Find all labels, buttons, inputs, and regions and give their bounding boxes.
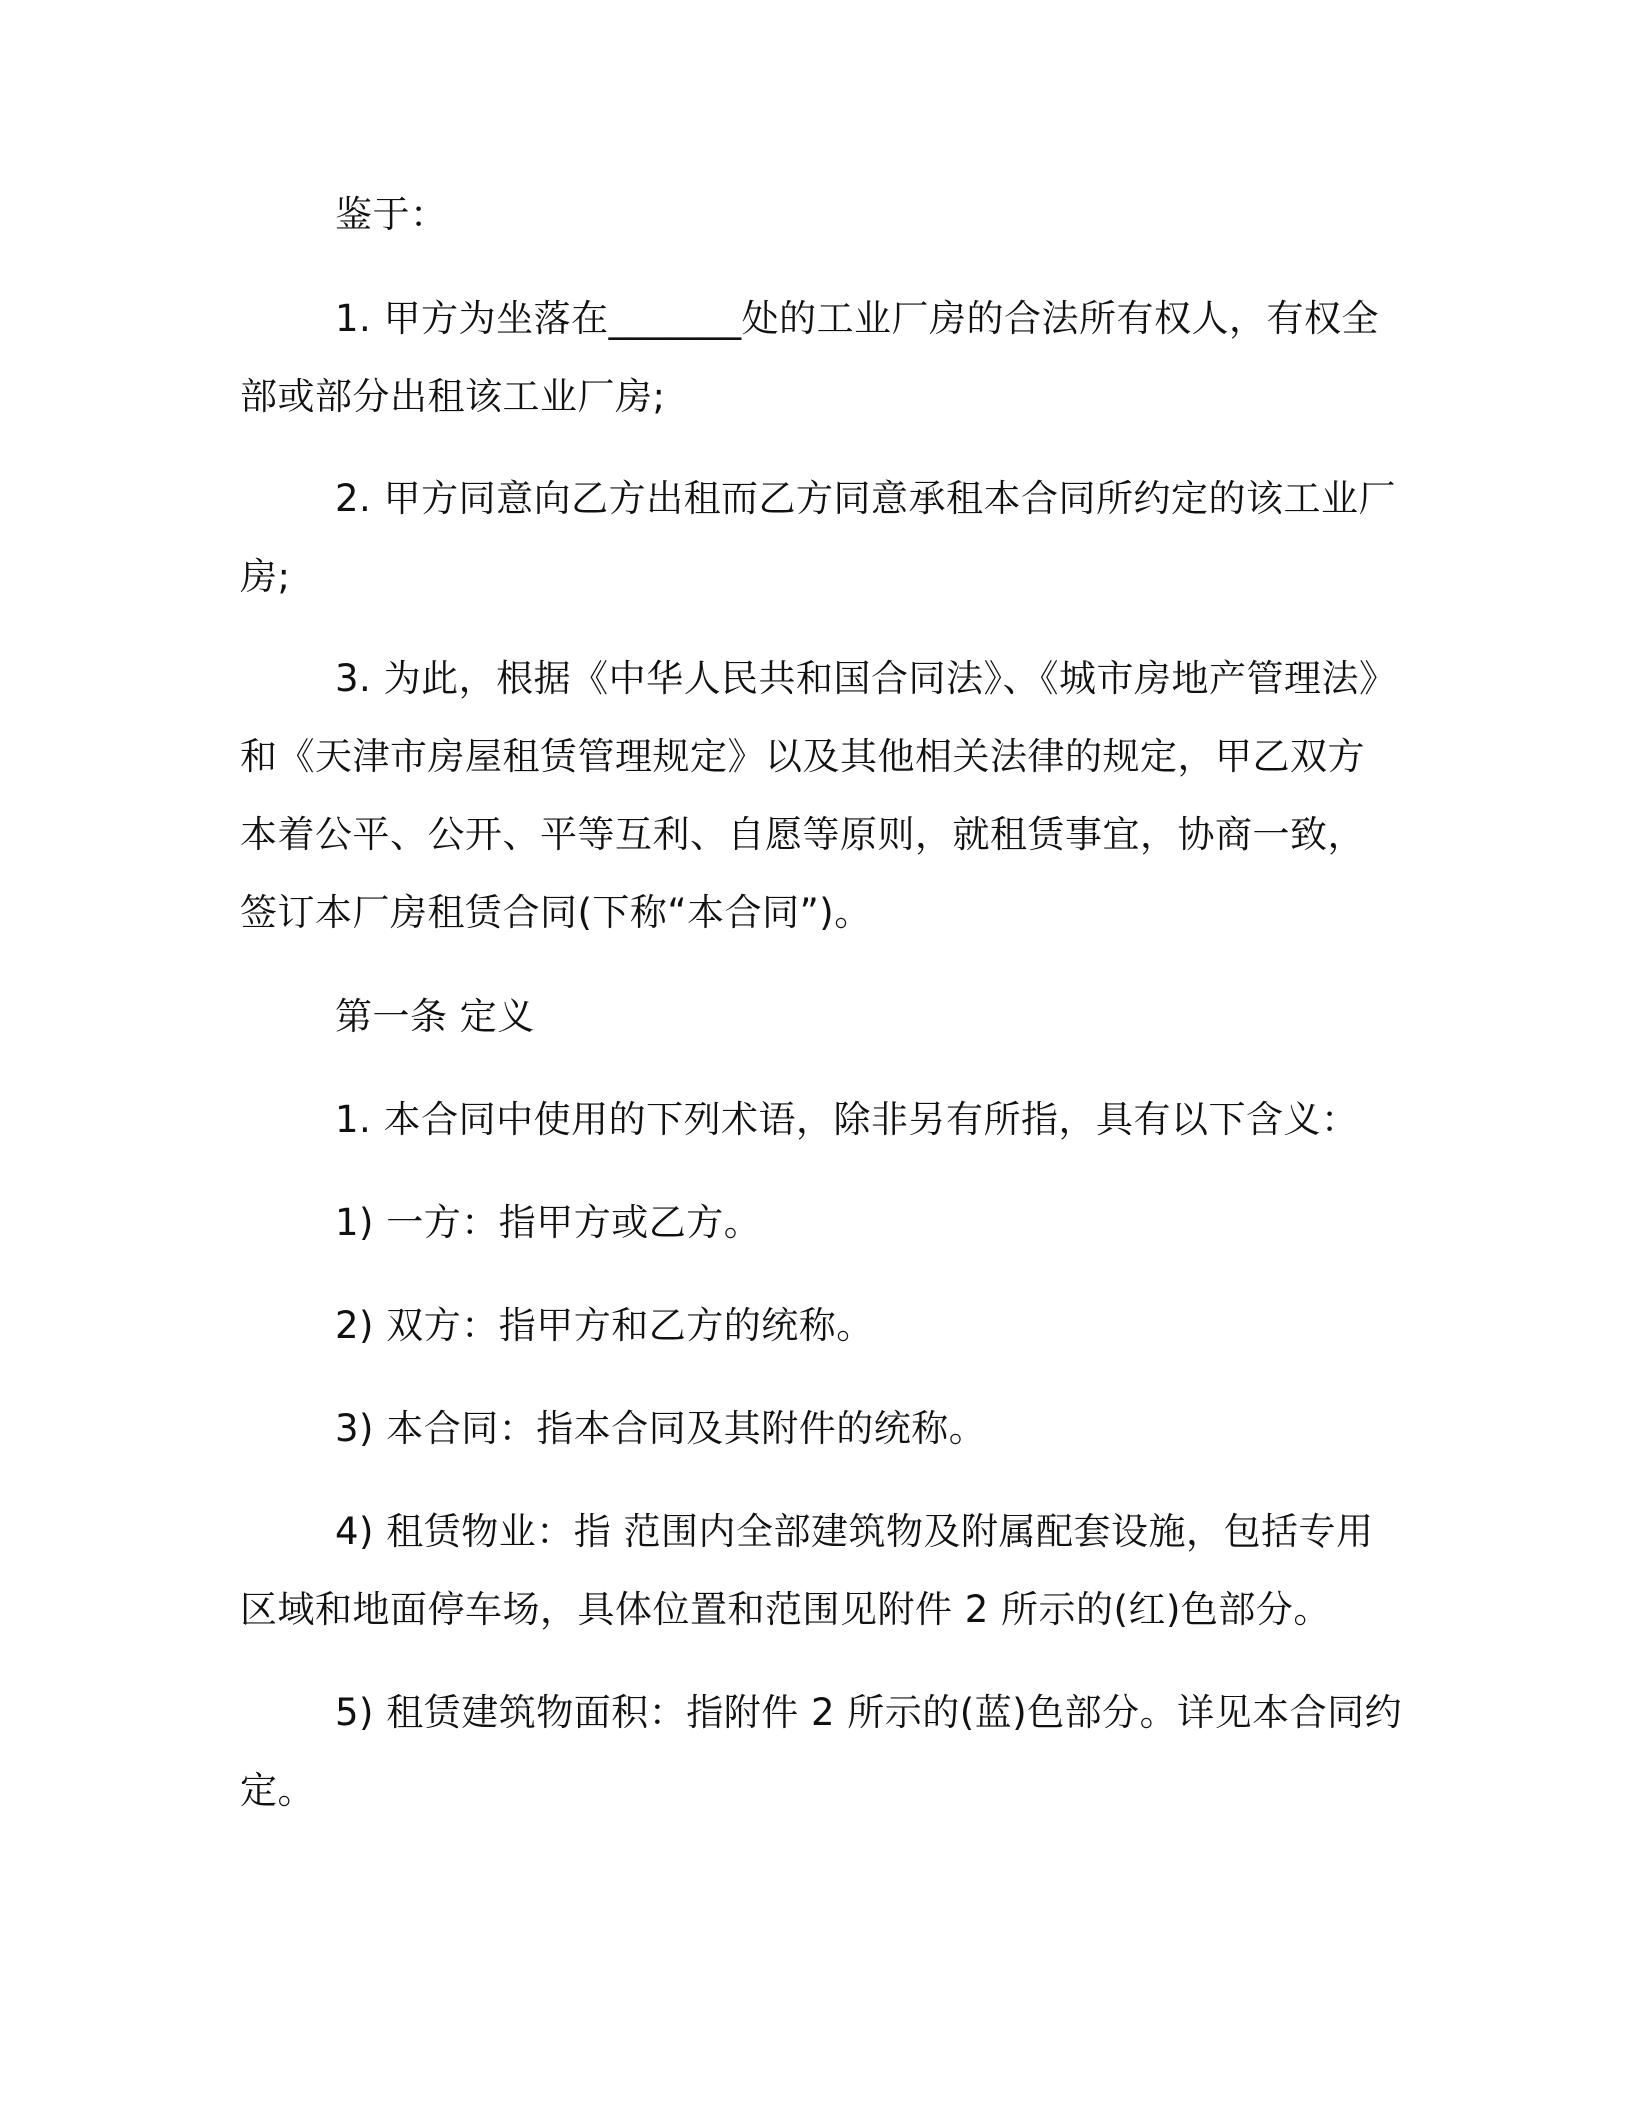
paragraph-line: 部或部分出租该工业厂房; — [240, 375, 666, 418]
paragraph-clause-2 — [240, 460, 1420, 616]
paragraph-whereas — [240, 176, 1420, 254]
paragraph-line: 4) 租赁物业：指 范围内全部建筑物及附属配套设施，包括专用 — [335, 1510, 1374, 1553]
paragraph-line: 1) 一方：指甲方或乙方。 — [335, 1201, 762, 1244]
definition-item-2 — [240, 1287, 1420, 1365]
paragraph-line: 和《天津市房屋租赁管理规定》以及其他相关法律的规定，甲乙双方 — [240, 735, 1365, 778]
section-heading-article-1 — [240, 978, 1420, 1056]
paragraph-line: 房; — [240, 555, 291, 598]
paragraph-line: 3. 为此，根据《中华人民共和国合同法》、《城市房地产管理法》 — [335, 657, 1397, 700]
paragraph-line: 5) 租赁建筑物面积：指附件 2 所示的(蓝)色部分。详见本合同约 — [335, 1691, 1403, 1734]
definition-item-4 — [240, 1493, 1420, 1649]
paragraph-clause-1 — [240, 280, 1420, 436]
paragraph-definitions-intro — [240, 1081, 1420, 1159]
paragraph-line: 3) 本合同：指本合同及其附件的统称。 — [335, 1407, 987, 1450]
paragraph-line: 定。 — [240, 1769, 315, 1812]
paragraph-clause-3 — [240, 640, 1420, 952]
paragraph-line: 第一条 定义 — [335, 995, 535, 1038]
definition-item-5 — [240, 1674, 1420, 1830]
paragraph-line: 1. 本合同中使用的下列术语，除非另有所指，具有以下含义： — [335, 1098, 1359, 1141]
definition-item-1 — [240, 1184, 1420, 1262]
definition-item-3 — [240, 1390, 1420, 1468]
paragraph-line: 鉴于： — [335, 193, 448, 236]
paragraph-line: 本着公平、公开、平等互利、自愿等原则，就租赁事宜，协商一致， — [240, 813, 1365, 856]
paragraph-line: 区域和地面停车场，具体位置和范围见附件 2 所示的(红)色部分。 — [240, 1588, 1331, 1631]
paragraph-line: 2) 双方：指甲方和乙方的统称。 — [335, 1304, 874, 1347]
paragraph-line: 签订本厂房租赁合同(下称“本合同”)。 — [240, 891, 872, 934]
paragraph-line: 2. 甲方同意向乙方出租而乙方同意承租本合同所约定的该工业厂 — [335, 477, 1397, 520]
paragraph-line: 1. 甲方为坐落在_______处的工业厂房的合法所有权人，有权全 — [335, 297, 1380, 340]
